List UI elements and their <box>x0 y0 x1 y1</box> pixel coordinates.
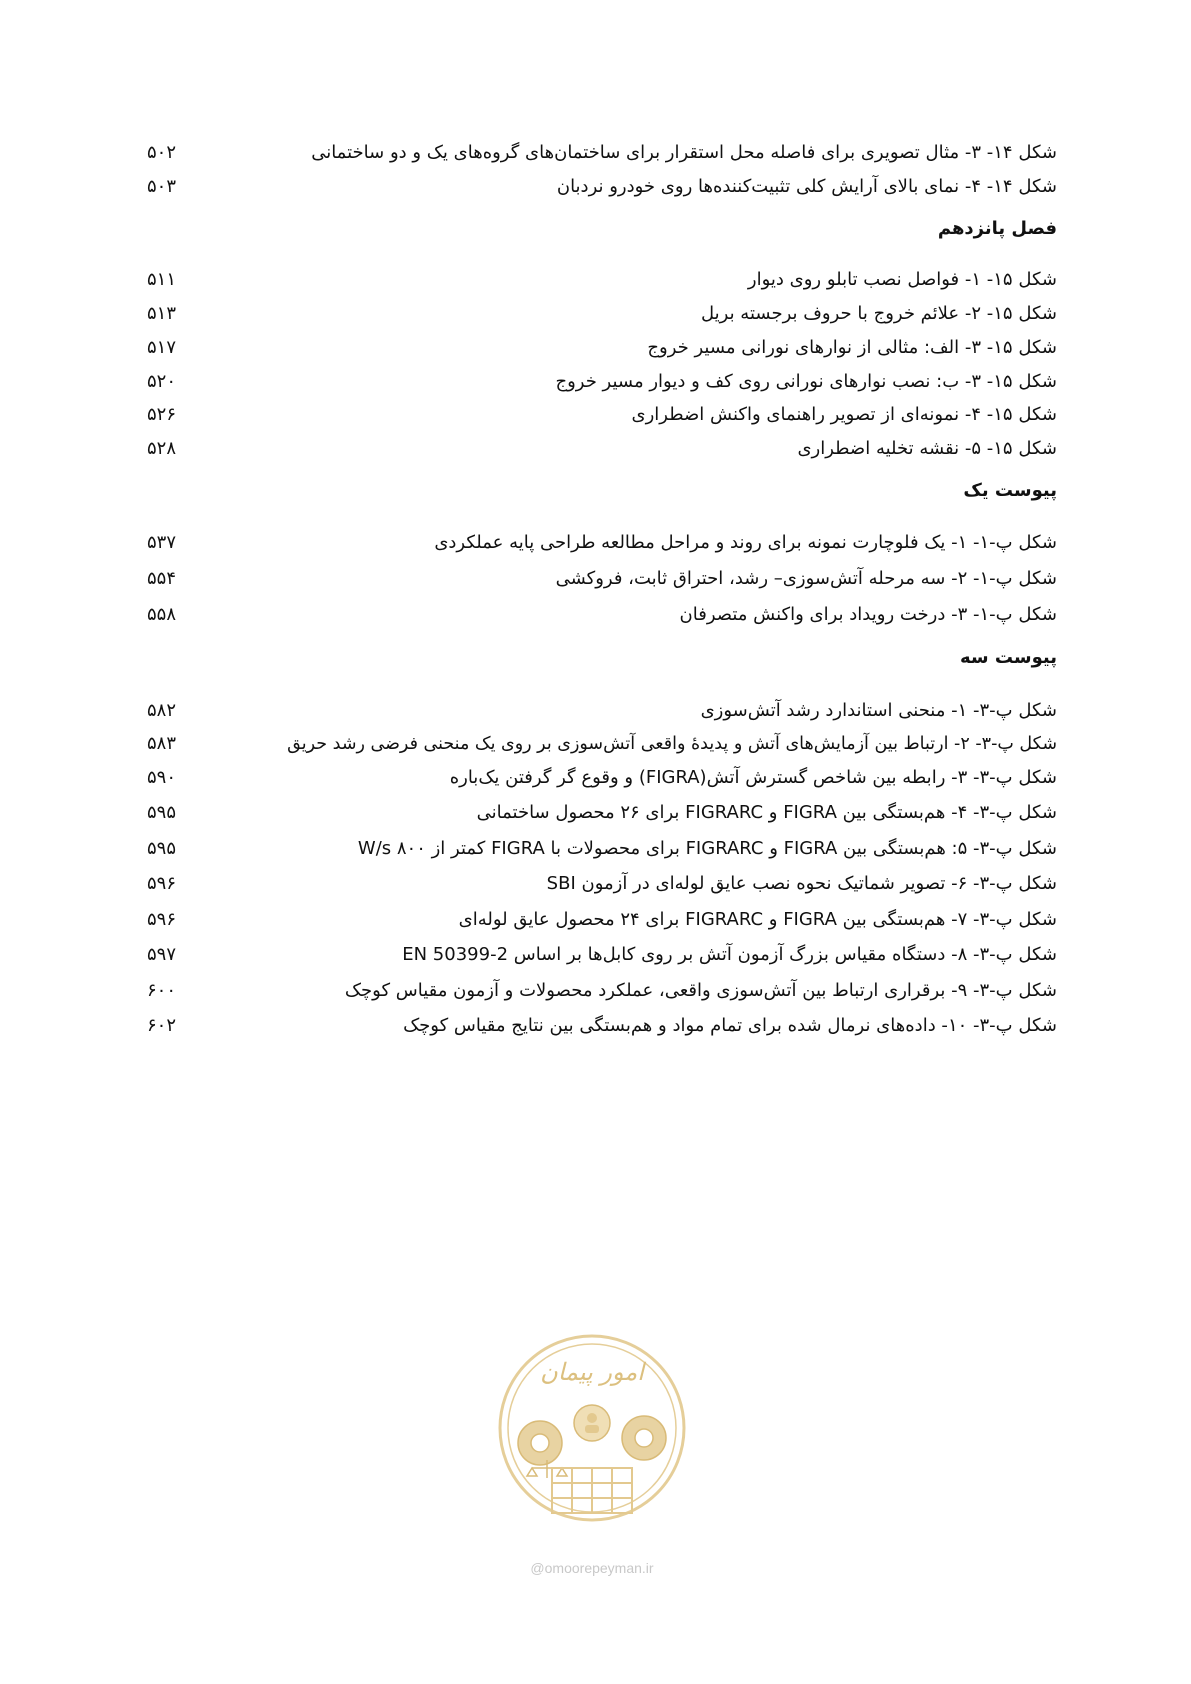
entry-title: شکل پ-۳- ۴- هم‌بستگی بین FIGRA و FIGRARC برای ۲۶ محصول ساختمانی <box>476 802 1057 823</box>
toc-entry <box>147 867 1057 901</box>
toc-entry <box>147 170 1057 204</box>
seal-graphic <box>492 1328 692 1598</box>
entry-title: شکل پ-۱- ۳- درخت رویداد برای واکنش متصرفان <box>679 604 1057 625</box>
toc-entry <box>147 1009 1057 1043</box>
entry-title: شکل پ-۳- ۵: هم‌بستگی بین FIGRA و FIGRARC برای محصولات با FIGRA کمتر از W/s ۸۰۰ <box>357 838 1057 859</box>
toc-entry <box>147 432 1057 466</box>
toc-entry <box>147 832 1057 866</box>
entry-title: شکل پ-۳- ۳- رابطه بین شاخص گسترش آتش(FIGRA) و وقوع گر گرفتن یک‌باره <box>449 767 1057 788</box>
entry-page: ۵۰۳ <box>147 176 177 197</box>
entry-page: ۵۹۶ <box>147 873 177 894</box>
entry-title: شکل پ-۳- ۱۰- داده‌های نرمال شده برای تمام مواد و هم‌بستگی بین نتایج مقیاس کوچک <box>403 1015 1057 1036</box>
toc-entry <box>147 398 1057 432</box>
section-heading: پیوست یک <box>963 480 1057 501</box>
toc-entry <box>147 562 1057 596</box>
entry-title: شکل ۱۵- ۴- نمونه‌ای از تصویر راهنمای واکنش اضطراری <box>631 404 1057 425</box>
toc-entry <box>147 365 1057 399</box>
people-icon <box>574 1405 610 1441</box>
entry-title: شکل ۱۵- ۱- فواصل نصب تابلو روی دیوار <box>747 269 1057 290</box>
entry-title: شکل ۱۴- ۳- مثال تصویری برای فاصله محل استقرار برای ساختمان‌های گروه‌های یک و دو ساختمانی <box>311 142 1057 163</box>
entry-title: شکل ۱۵- ۳- ب: نصب نوارهای نورانی روی کف و دیوار مسیر خروج <box>555 371 1057 392</box>
entry-page: ۵۲۰ <box>147 371 177 392</box>
entry-title: شکل پ-۳- ۱- منحنی استاندارد رشد آتش‌سوزی <box>700 700 1057 721</box>
entry-page: ۵۹۵ <box>147 838 177 859</box>
toc-entry <box>147 761 1057 795</box>
seal-text: امور پیمان <box>540 1358 644 1386</box>
entry-page: ۵۲۸ <box>147 438 177 459</box>
entry-page: ۵۹۰ <box>147 767 177 788</box>
entry-page: ۵۵۴ <box>147 568 177 589</box>
section-heading: فصل پانزدهم <box>937 218 1057 239</box>
toc-entry <box>147 598 1057 632</box>
entry-page: ۵۱۷ <box>147 337 177 358</box>
entry-page: ۵۱۱ <box>147 269 177 290</box>
toc-entry <box>147 974 1057 1008</box>
entry-page: ۵۳۷ <box>147 532 177 553</box>
entry-page: ۵۹۶ <box>147 909 177 930</box>
entry-page: ۶۰۰ <box>147 980 177 1001</box>
toc-entry <box>147 727 1057 761</box>
entry-title: شکل پ-۳- ۲- ارتباط بین آزمایش‌های آتش و پدیدهٔ واقعی آتش‌سوزی بر روی یک منحنی فرضی رشد حریق <box>287 734 1057 754</box>
entry-page: ۵۰۲ <box>147 142 177 163</box>
entry-title: شکل ۱۵- ۵- نقشه تخلیه اضطراری <box>797 438 1057 459</box>
entry-title: شکل پ-۱- ۲- سه مرحله آتش‌سوزی– رشد، احتراق ثابت، فروکشی <box>555 568 1057 589</box>
entry-title: شکل ۱۵- ۳- الف: مثالی از نوارهای نورانی مسیر خروج <box>647 337 1057 358</box>
entry-page: ۵۸۳ <box>147 733 177 754</box>
entry-title: شکل پ-۱- ۱- یک فلوچارت نمونه برای روند و مراحل مطالعه طراحی پایه عملکردی <box>434 532 1057 553</box>
watermark-seal <box>492 1328 692 1598</box>
section-heading: پیوست سه <box>959 647 1057 668</box>
entry-page: ۵۹۷ <box>147 944 177 965</box>
toc-entry <box>147 903 1057 937</box>
toc-entry <box>147 297 1057 331</box>
entry-title: شکل ۱۴- ۴- نمای بالای آرایش کلی تثبیت‌کننده‌ها روی خودرو نردبان <box>556 176 1057 197</box>
toc-entry <box>147 136 1057 170</box>
watermark-url: @omoorepeyman.ir <box>530 1560 654 1576</box>
toc-entry <box>147 526 1057 560</box>
toc-entry <box>147 263 1057 297</box>
entry-title: شکل پ-۳- ۹- برقراری ارتباط بین آتش‌سوزی واقعی، عملکرد محصولات و آزمون مقیاس کوچک <box>344 980 1057 1001</box>
entry-page: ۵۱۳ <box>147 303 177 324</box>
entry-title: شکل پ-۳- ۸- دستگاه مقیاس بزرگ آزمون آتش بر روی کابل‌ها بر اساس EN 50399-2 <box>402 944 1057 965</box>
grid-icon <box>552 1468 632 1513</box>
entry-title: شکل ۱۵- ۲- علائم خروج با حروف برجسته بریل <box>701 303 1057 324</box>
entry-page: ۵۵۸ <box>147 604 177 625</box>
cogwheel-icon <box>518 1421 562 1465</box>
toc-entry <box>147 331 1057 365</box>
toc-entry <box>147 694 1057 728</box>
entry-page: ۵۹۵ <box>147 802 177 823</box>
toc-entry <box>147 796 1057 830</box>
entry-page: ۵۲۶ <box>147 404 177 425</box>
toc-entry <box>147 938 1057 972</box>
entry-title: شکل پ-۳- ۶- تصویر شماتیک نحوه نصب عایق لوله‌ای در آزمون SBI <box>546 873 1057 894</box>
entry-page: ۶۰۲ <box>147 1015 177 1036</box>
entry-title: شکل پ-۳- ۷- هم‌بستگی بین FIGRA و FIGRARC برای ۲۴ محصول عایق لوله‌ای <box>458 909 1057 930</box>
cogwheel-icon <box>622 1416 666 1460</box>
entry-page: ۵۸۲ <box>147 700 177 721</box>
